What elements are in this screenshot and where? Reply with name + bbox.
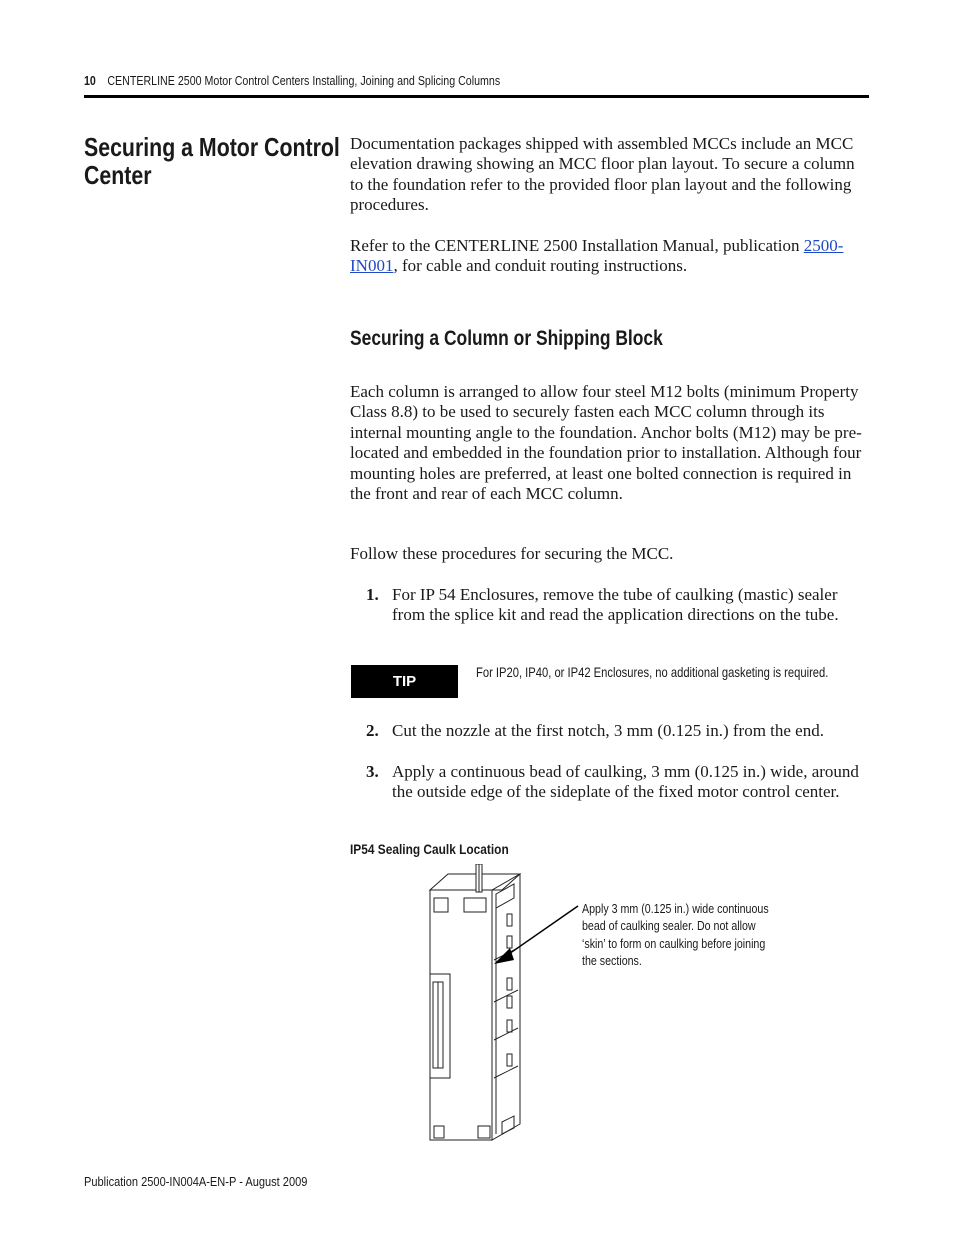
- reference-paragraph: [350, 236, 870, 277]
- running-header: [84, 73, 500, 88]
- header-rule: [84, 95, 869, 98]
- running-title: CENTERLINE 2500 Motor Control Centers Installing, Joining and Splicing Columns: [107, 73, 501, 88]
- tip-label: TIP: [392, 673, 417, 690]
- bolts-paragraph: Each column is arranged to allow four steel M12 bolts (minimum Property Class 8.8) to be used to securely fasten each MCC column through its internal mounting angle to the foundation. Anchor bolts (M12) may be pre-located and embedded in the foundation prior to installation. Although four mounting holes are preferred, at least one bolted connection is required in the front and rear of each MCC column.: [350, 382, 862, 504]
- page-number: 10: [84, 73, 96, 88]
- step-number: 3.: [366, 762, 379, 781]
- intro-paragraph: Documentation packages shipped with assembled MCCs include an MCC elevation drawing showing an MCC floor plan layout. To secure a column to the foundation refer to the provided floor plan layout and the following procedures.: [350, 134, 855, 215]
- procedure-intro: Follow these procedures for securing the MCC.: [350, 544, 674, 563]
- step-item: [366, 762, 871, 803]
- step-number: 2.: [366, 721, 379, 740]
- section-heading: Securing a Motor Control Center: [84, 132, 340, 190]
- reference-text-before: Refer to the CENTERLINE 2500 Installation Manual, publication: [350, 236, 804, 255]
- subsection-heading: Securing a Column or Shipping Block: [350, 327, 663, 350]
- step-text: Cut the nozzle at the first notch, 3 mm (0.125 in.) from the end.: [392, 721, 824, 740]
- step-number: 1.: [366, 585, 379, 604]
- step-item: [366, 585, 871, 626]
- reference-text-after: , for cable and conduit routing instructions.: [393, 256, 688, 276]
- tip-text: For IP20, IP40, or IP42 Enclosures, no additional gasketing is required.: [476, 664, 829, 680]
- step-text: Apply a continuous bead of caulking, 3 mm (0.125 in.) wide, around the outside edge of the sideplate of the fixed motor control center.: [392, 762, 859, 802]
- footer-publication: Publication 2500-IN004A-EN-P - August 2009: [84, 1174, 308, 1189]
- figure-callout: Apply 3 mm (0.125 in.) wide continuous bead of caulking sealer. Do not allow ‘skin’ to form on caulking before joining the sections.: [582, 901, 769, 968]
- callout-arrow-icon: [492, 902, 582, 966]
- figure-title: IP54 Sealing Caulk Location: [350, 841, 509, 857]
- step-item: [366, 721, 871, 741]
- tip-label-box: [351, 665, 458, 698]
- publication-link[interactable]: 2500-IN001: [350, 236, 844, 276]
- step-text: For IP 54 Enclosures, remove the tube of caulking (mastic) sealer from the splice kit and read the application directions on the tube.: [392, 585, 839, 625]
